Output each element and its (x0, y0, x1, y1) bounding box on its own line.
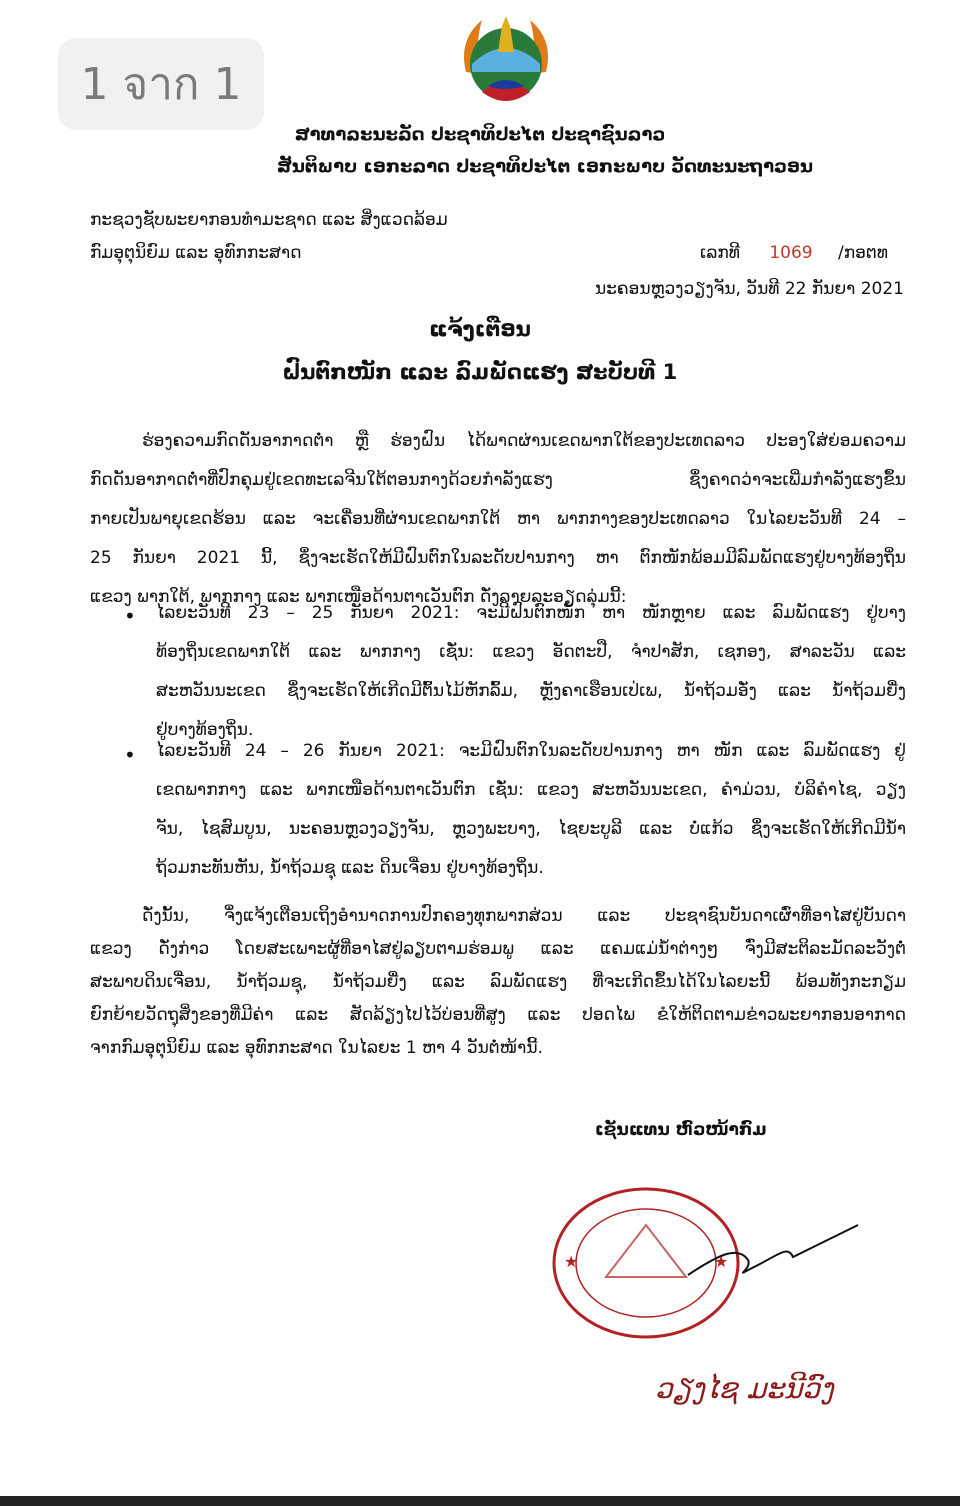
text-line: ສະຫວັນນະເຂດ ຊຶ່ງຈະເຮັດໃຫ້ເກີດມີຕົ້ນໄມ້ຫັກລົ້ມ, ຫຼັງຄາເຮືອນເປ່ເພ, ນ້ຳຖ້ວມອັ່ງ ແລະ ນ້ຳຖ້ວມຍື່ງ (156, 681, 906, 701)
text-line: ຍົກຍ້າຍວັດຖຸສິ່ງຂອງທີ່ມີຄ່າ ແລະ ສັດລ້ຽງໄປໄວ້ບ່ອນທີ່ສູງ ແລະ ປອດໄພ ຂໍໃຫ້ຕິດຕາມຂ່າວພະຍາກອນອາກາດ (90, 1005, 906, 1025)
number-suffix: /ກອຕທ (838, 243, 888, 263)
text-line: ໄລຍະວັນທີ 23 – 25 ກັນຍາ 2021: ຈະມີຝົນຕົກໜັກ ຫາ ໜັກຫຼາຍ ແລະ ລົມພັດແຮງ ຢູ່ບາງ (156, 603, 906, 623)
text-line: ຢູ່ບາງທ້ອງຖິ່ນ. (156, 720, 254, 740)
department-name: ກົມອຸຕຸນິຍົມ ແລະ ອຸທົກກະສາດ (90, 243, 302, 263)
text-line: ດັ່ງນັ້ນ, ຈຶ່ງແຈ້ງເຕືອນເຖິງອຳນາດການປົກຄອງທຸກພາກສ່ວນ ແລະ ປະຊາຊົນບັນດາເຜົ່າທີ່ອາໄສຢູ່ບັນດາ (142, 906, 906, 926)
page-indicator: 1 จาก 1 (58, 38, 264, 130)
text-line: ກົດດັນອາກາດຕ່ຳທີ່ປົກຄຸມຢູ່ເຂດທະເລຈີນໃຕ້ຕອນກາງດ້ວຍກຳລັງແຮງ ຊຶ່ງຄາດວ່າຈະເພີ່ມກຳລັງແຮງຂຶ້ນ (90, 470, 906, 490)
text-line: ແຂວງ ດັ່ງກ່າວ ໂດຍສະເພາະຜູ້ທີ່ອາໄສຢູ່ລຽບຕາມຮ່ອມພູ ແລະ ແຄມແມ່ນ້ຳຕ່າງໆ ຈົ່ງມີສະຕິລະມັດລະວັງຕໍ່ (90, 939, 906, 959)
bullet-icon: • (124, 743, 136, 767)
text-line: ແຂວງ ພາກໃຕ້, ພາກກາງ ແລະ ພາກເໜືອດ້ານຕາເວັນຕົກ ດັ່ງລາຍລະອຽດລຸ່ມນີ້: (90, 587, 627, 607)
text-line: ຖ້ວມກະທັນຫັນ, ນ້ຳຖ້ວມຊຸ ແລະ ດິນເຈື່ອນ ຢູ່ບາງທ້ອງຖິ່ນ. (156, 858, 544, 878)
closing-paragraph (90, 900, 906, 1065)
text-line: ທ້ອງຖິ່ນເຂດພາກໃຕ້ ແລະ ພາກກາງ ເຊັ່ນ: ແຂວງ ອັດຕະປື, ຈຳປາສັກ, ເຊກອງ, ສາລະວັນ ແລະ (156, 642, 906, 662)
document-subtitle: ຝົນຕົກໜັກ ແລະ ລົມພັດແຮງ ສະບັບທີ 1 (282, 360, 678, 384)
text-line: ໄລຍະວັນທີ 24 – 26 ກັນຍາ 2021: ຈະມີຝົນຕົກໃນລະດັບປານກາງ ຫາ ໜັກ ແລະ ລົມພັດແຮງ ຢູ່ (156, 741, 906, 761)
text-line: ເຂດພາກກາງ ແລະ ພາກເໜືອດ້ານຕາເວັນຕົກ ເຊັ່ນ: ແຂວງ ສະຫວັນນະເຂດ, ຄຳມ່ວນ, ບໍລິຄຳໄຊ, ວຽງ (156, 780, 906, 800)
intro-paragraph (90, 422, 906, 617)
text-line: ກາຍເປັນພາຍຸເຂດຮ້ອນ ແລະ ຈະເຄື່ອນທີ່ຜ່ານເຂດພາກໃຕ້ ຫາ ພາກກາງຂອງປະເທດລາວ ໃນໄລຍະວັນທີ 24 – (90, 509, 906, 529)
national-motto: ສັນຕິພາບ ເອກະລາດ ປະຊາທິປະໄຕ ເອກະພາບ ວັດທະນະຖາວອນ (276, 156, 814, 177)
bullet-item-2 (156, 732, 906, 888)
text-line: ສະພາບດິນເຈື່ອນ, ນ້ຳຖ້ວມຊຸ, ນ້ຳຖ້ວມຍື່ງ ແລະ ລົມພັດແຮງ ທີ່ຈະເກີດຂຶ້ນໄດ້ໃນໄລຍະນີ້ ພ້ອມທັງກະກຽມ (90, 972, 906, 992)
text-line: 25 ກັນຍາ 2021 ນີ້, ຊຶ່ງຈະເຮັດໃຫ້ມີຝົນຕົກໃນລະດັບປານກາງ ຫາ ຕົກໜັກພ້ອມມີລົມພັດແຮງຢູ່ບາງທ້ອງຖິ່ນ (90, 548, 906, 568)
official-stamp (548, 1185, 878, 1345)
number-value: 1069 (769, 243, 813, 263)
document-number (700, 243, 888, 263)
bullet-icon: • (124, 604, 136, 628)
bullet-item-1 (156, 594, 906, 750)
bottom-bar (0, 1496, 960, 1506)
lao-national-emblem (452, 12, 560, 112)
text-line: ຈາກກົມອຸຕຸນິຍົມ ແລະ ອຸທົກກະສາດ ໃນໄລຍະ 1 ຫາ 4 ວັນຕໍ່ໜ້ານີ້. (90, 1038, 543, 1058)
number-label: ເລກທີ (700, 243, 740, 263)
svg-text:★: ★ (714, 1252, 729, 1271)
text-line: ຮ່ອງຄວາມກົດດັນອາກາດຕ່ຳ ຫຼື ຮ່ອງຝົນ ໄດ້ພາດຜ່ານເຂດພາກໃຕ້ຂອງປະເທດລາວ ປະອງໃສ່ຍ່ອມຄວາມ (142, 431, 906, 451)
issue-date: ນະຄອນຫຼວງວຽງຈັນ, ວັນທີ 22 ກັນຍາ 2021 (594, 279, 904, 299)
svg-text:★: ★ (564, 1252, 579, 1271)
document-title: ແຈ້ງເຕືອນ (429, 317, 531, 341)
text-line: ຈັນ, ໄຊສົມບູນ, ນະຄອນຫຼວງວຽງຈັນ, ຫຼວງພະບາງ, ໄຊຍະບູລີ ແລະ ບໍ່ແກ້ວ ຊຶ່ງຈະເຮັດໃຫ້ເກີດມີນ້ຳ (156, 819, 906, 839)
country-name: ສາທາລະນະລັດ ປະຊາທິປະໄຕ ປະຊາຊົນລາວ (294, 124, 666, 145)
signer-name: ວຽງໄຊ ມະນີວົງ (655, 1372, 834, 1405)
signature-title: ເຊັນແທນ ຫົວໜ້າກົມ (595, 1120, 767, 1140)
ministry-name: ກະຊວງຊັບພະຍາກອນທຳມະຊາດ ແລະ ສິ່ງແວດລ້ອມ (90, 210, 448, 230)
